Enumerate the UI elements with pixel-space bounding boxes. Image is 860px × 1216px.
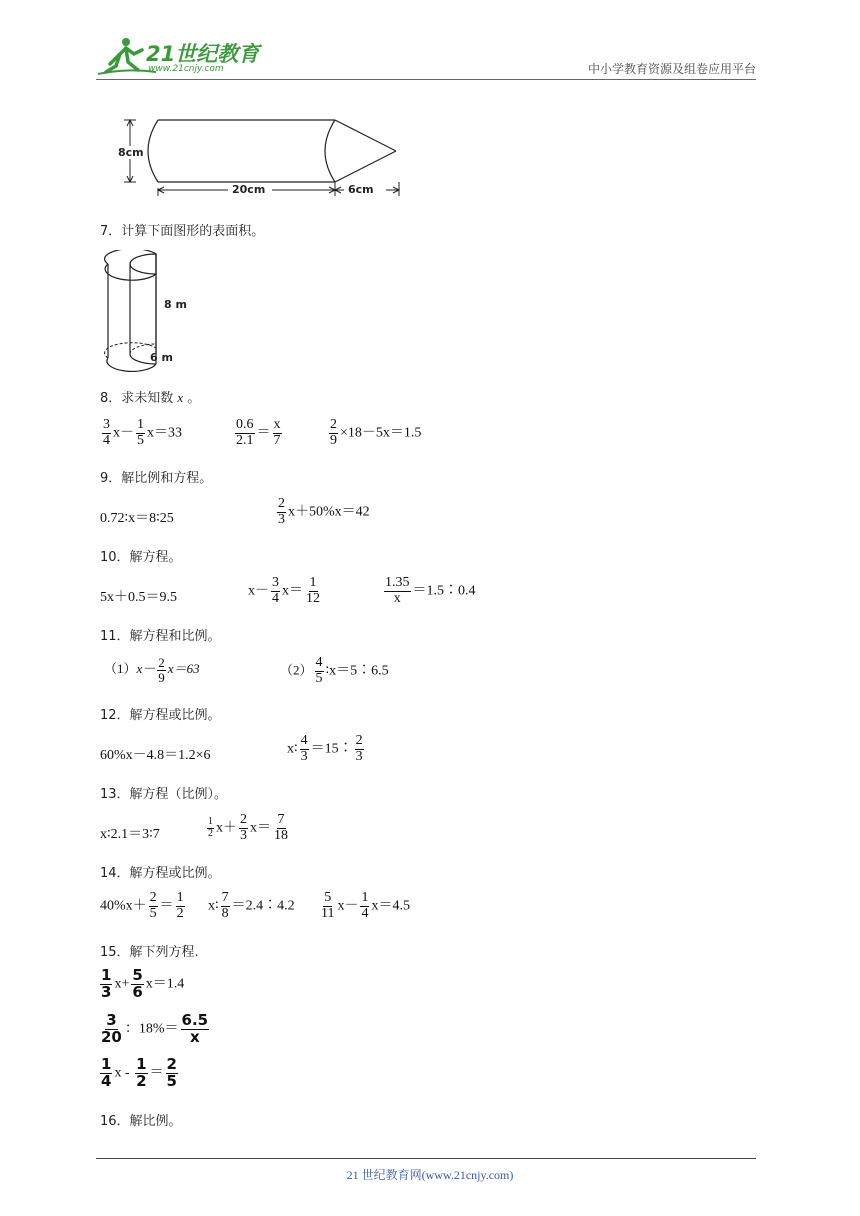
operator: ＝ [159, 898, 174, 914]
denominator: 12 [306, 590, 320, 606]
q10-equation-3 [382, 576, 476, 606]
denominator: 9 [330, 432, 337, 448]
numerator: 6.5 [181, 1011, 209, 1029]
tip-label: 6cm [348, 183, 374, 196]
operator: x－ [113, 425, 134, 441]
numerator: 1 [136, 1055, 147, 1073]
denominator: 2 [136, 1071, 147, 1090]
equation-tail: x＝33 [147, 425, 182, 441]
q13-equation-1: x∶2.1＝3∶7 [100, 827, 160, 842]
equation-tail: x＝63 [167, 661, 200, 677]
denominator: 8 [221, 905, 229, 921]
numerator: 2 [355, 733, 363, 748]
equation-head: 40%x＋ [100, 898, 147, 914]
numerator: 2 [149, 890, 157, 905]
operator: x＝ [282, 583, 303, 599]
denominator: 6 [132, 982, 143, 1001]
q12-equation-1: 60%x－4.8＝1.2×6 [100, 748, 211, 763]
question-7-title: 7．计算下面图形的表面积。 [100, 224, 265, 239]
equation-head: x－ [136, 661, 156, 677]
numerator: 5 [132, 966, 143, 984]
denominator: 5 [149, 905, 157, 921]
question-14-title: 14．解方程或比例。 [100, 866, 221, 881]
denominator: 7 [273, 432, 281, 448]
width-label: 8cm [118, 146, 144, 159]
numerator: 2 [240, 812, 247, 827]
equation-tail: x＝1.4 [145, 976, 185, 992]
equation-tail: x＝4.5 [371, 898, 410, 914]
numerator: 1 [309, 575, 317, 590]
equation-tail: ＝1.5∶0.4 [412, 583, 476, 599]
q15-equation-3 [98, 1057, 180, 1090]
denominator: 4 [103, 432, 110, 448]
q14-equation-2 [208, 891, 295, 921]
question-11-title: 11．解方程和比例。 [100, 629, 221, 644]
numerator: 2 [166, 1055, 177, 1073]
numerator: 3 [106, 1011, 117, 1029]
numerator: 1 [208, 816, 213, 828]
operator: ＝15∶ [310, 741, 353, 757]
numerator: 1 [361, 890, 369, 905]
q12-equation-2 [287, 734, 366, 764]
q15-equation-1 [98, 968, 184, 1001]
denominator: 3 [240, 827, 247, 843]
q9-equation-2 [275, 497, 370, 527]
numerator: 4 [300, 733, 308, 748]
operator: x＋ [216, 820, 237, 836]
equation-tail: ×18－5x＝1.5 [340, 425, 422, 441]
denominator: 4 [272, 590, 279, 606]
numerator: 1 [101, 966, 112, 984]
denominator: 2 [208, 827, 213, 839]
q11-equation-1 [104, 656, 200, 684]
numerator: 0.6 [236, 417, 254, 432]
denominator: 5 [166, 1071, 177, 1090]
q10-equation-1: 5x＋0.5＝9.5 [100, 590, 177, 605]
denominator: 3 [101, 982, 112, 1001]
numerator: 4 [315, 655, 323, 670]
q8-end: 。 [187, 391, 201, 406]
half-cylinder-figure [102, 250, 202, 372]
denominator: 3 [278, 511, 285, 527]
equation-tail: ∶x＝5∶6.5 [325, 663, 389, 679]
equation-head: x∶ [208, 898, 219, 914]
operator: x - [114, 1065, 134, 1081]
equation-tail: ＝2.4∶4.2 [231, 898, 295, 914]
header-divider [96, 79, 756, 80]
denominator: 3 [300, 748, 308, 764]
equation-head: x∶ [287, 741, 298, 757]
denominator: 4 [361, 905, 369, 921]
question-8-title [100, 387, 200, 406]
denominator: 18 [274, 827, 288, 843]
denominator: x [189, 1027, 200, 1046]
denominator: 5 [315, 670, 323, 686]
operator: ＝ [149, 1065, 164, 1081]
q15-equation-2 [98, 1013, 211, 1046]
q9-equation-1: 0.72∶x＝8∶25 [100, 511, 174, 526]
operator: x－ [337, 898, 359, 914]
denominator: 2.1 [236, 432, 254, 448]
denominator: 11 [321, 905, 335, 921]
denominator: 20 [101, 1027, 122, 1046]
denominator: 5 [137, 432, 144, 448]
diameter-label: 6 m [150, 351, 173, 364]
operator: ＝ [256, 425, 271, 441]
q8-equation-1 [100, 418, 182, 448]
question-12-title: 12．解方程或比例。 [100, 708, 221, 723]
numerator: 1 [101, 1055, 112, 1073]
footer-divider [96, 1158, 756, 1159]
item-label: （2） [280, 662, 313, 678]
denominator: 4 [101, 1071, 112, 1090]
denominator: 2 [176, 905, 184, 921]
question-15-title: 15．解下列方程. [100, 945, 199, 960]
equation-head: x－ [248, 583, 269, 599]
numerator: 2 [278, 496, 285, 511]
equation-tail: x＋50%x＝42 [288, 504, 370, 520]
question-10-title: 10．解方程。 [100, 550, 182, 565]
q8-equation-3 [327, 418, 421, 448]
operator: ：18%＝ [124, 1021, 179, 1037]
numerator: 3 [103, 417, 110, 432]
numerator: 7 [277, 812, 285, 827]
denominator: 3 [355, 748, 363, 764]
numerator: 2 [158, 655, 165, 670]
q8-text: 8．求未知数 [100, 391, 174, 406]
numerator: x [273, 417, 281, 432]
logo-url: www.21cnjy.com [148, 64, 224, 74]
length-label: 20cm [232, 183, 266, 196]
q10-equation-2 [248, 576, 323, 606]
operator: x＝ [250, 820, 271, 836]
height-label: 8 m [164, 298, 187, 311]
operator: x+ [114, 976, 130, 992]
footer-text[interactable]: 21 世纪教育网(www.21cnjy.com) [346, 1168, 514, 1182]
logo-text: 21世纪教育 [146, 42, 260, 66]
q14-equation-3 [318, 891, 410, 921]
denominator: 9 [158, 669, 165, 685]
numerator: 1 [176, 890, 184, 905]
q8-var: x [177, 390, 184, 405]
denominator: x [393, 590, 401, 606]
q8-equation-2 [233, 418, 284, 448]
pencil-figure [110, 108, 420, 204]
numerator: 5 [324, 890, 332, 905]
header-tagline: 中小学教育资源及组卷应用平台 [587, 62, 756, 76]
numerator: 3 [272, 575, 279, 590]
numerator: 1.35 [385, 575, 410, 590]
question-9-title: 9．解比例和方程。 [100, 471, 213, 486]
question-13-title: 13．解方程（比例）。 [100, 787, 228, 802]
q13-equation-2 [205, 813, 291, 843]
numerator: 7 [221, 890, 229, 905]
q14-equation-1 [100, 891, 187, 921]
numerator: 1 [137, 417, 144, 432]
question-16-title: 16．解比例。 [100, 1114, 182, 1129]
numerator: 2 [330, 417, 337, 432]
site-logo [96, 34, 266, 78]
item-label: （1） [104, 661, 137, 677]
q11-equation-2 [280, 656, 389, 686]
